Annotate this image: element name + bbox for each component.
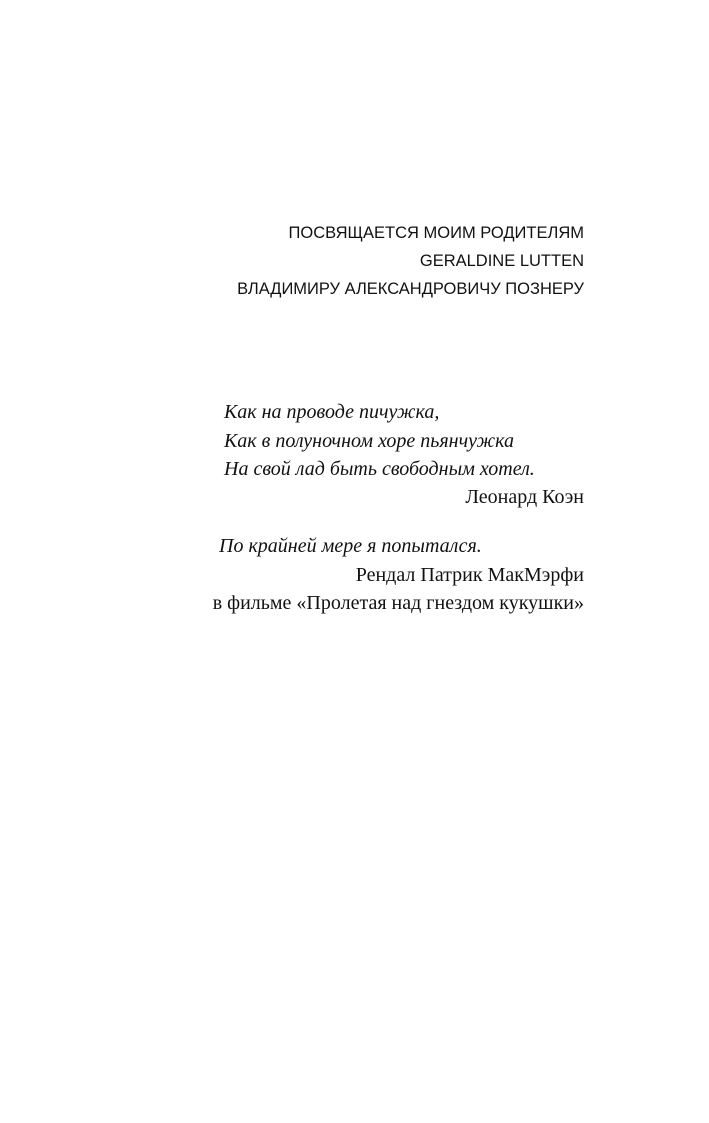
epigraph2-quote: По крайней мере я попытался. bbox=[219, 535, 482, 557]
poem-line: Как в полуночном хоре пьянчужка bbox=[224, 429, 514, 452]
epigraph2-source: в фильме «Пролетая над гнездом кукушки» bbox=[212, 592, 584, 614]
dedication-line: ПОСВЯЩАЕТСЯ МОИМ РОДИТЕЛЯМ bbox=[288, 224, 584, 242]
epigraph1-author: Леонард Коэн bbox=[465, 486, 584, 508]
dedication-line: GERALDINE LUTTEN bbox=[419, 252, 584, 270]
poem-line: Как на проводе пичужка, bbox=[224, 401, 440, 423]
poem-line: На свой лад быть свободным хотел. bbox=[224, 458, 535, 480]
dedication bbox=[237, 219, 584, 303]
epigraph2-author: Рендал Патрик МакМэрфи bbox=[355, 564, 584, 586]
dedication-line: ВЛАДИМИРУ АЛЕКСАНДРОВИЧУ ПОЗНЕРУ bbox=[237, 280, 584, 298]
epigraph-poem bbox=[224, 398, 535, 484]
